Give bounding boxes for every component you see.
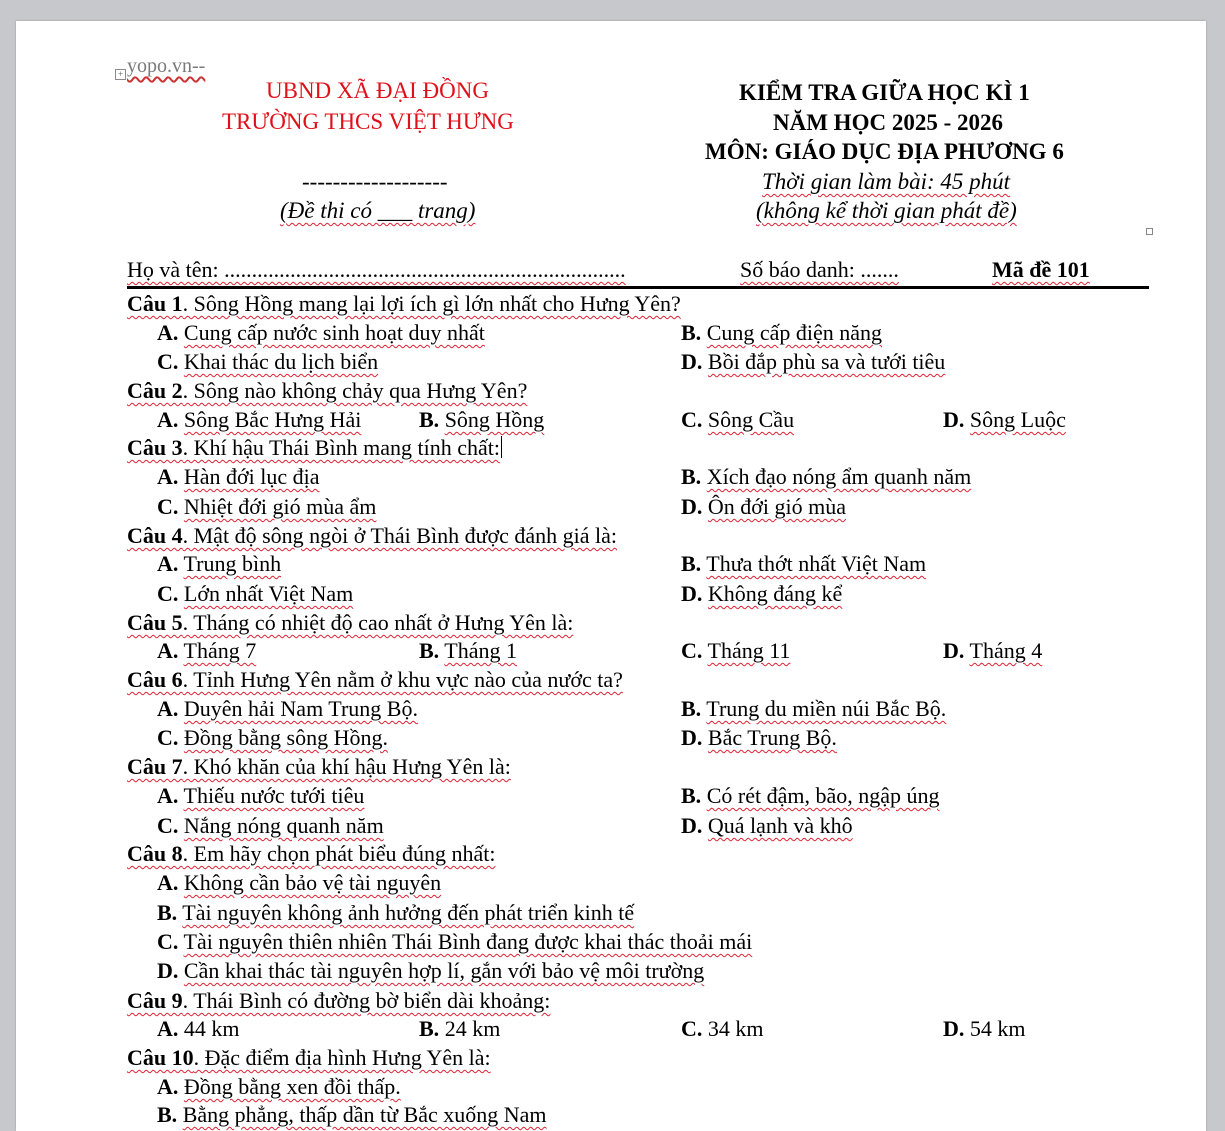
- header-divider: [127, 286, 1149, 289]
- option-8c[interactable]: C. Tài nguyên thiên nhiên Thái Bình đang được khai thác thoải mái: [157, 929, 753, 954]
- option-1b[interactable]: B. Cung cấp điện năng: [681, 320, 883, 345]
- option-3c[interactable]: C. Nhiệt đới gió mùa ẩm: [157, 494, 377, 519]
- option-7c[interactable]: C. Nắng nóng quanh năm: [157, 813, 384, 838]
- student-id-label: Số báo danh: .......: [740, 257, 899, 282]
- option-7d[interactable]: D. Quá lạnh và khô: [681, 813, 853, 838]
- student-id-field: [740, 257, 899, 283]
- option-8a[interactable]: A. Không cần bảo vệ tài nguyên: [157, 870, 442, 895]
- option-4d[interactable]: D. Không đáng kể: [681, 581, 843, 606]
- time-note-text: (không kể thời gian phát đề): [756, 198, 1017, 223]
- option-7b[interactable]: B. Có rét đậm, bão, ngập úng: [681, 783, 940, 808]
- option-9b[interactable]: B. 24 km: [419, 1016, 501, 1041]
- question-3: Câu 3. Khí hậu Thái Bình mang tính chất:: [127, 435, 500, 460]
- option-5a[interactable]: A. Tháng 7: [157, 638, 257, 663]
- district-name: UBND XÃ ĐẠI ĐỒNG: [266, 78, 489, 103]
- question-5: Câu 5. Tháng có nhiệt độ cao nhất ở Hưng Yên là:: [127, 610, 574, 635]
- time-limit: [762, 169, 1010, 195]
- option-3a[interactable]: A. Hàn đới lục địa: [157, 464, 320, 489]
- time-note: [756, 198, 1017, 224]
- page-count-text: (Đề thi có ___ trang): [280, 198, 476, 223]
- option-2d[interactable]: D. Sông Luộc: [943, 407, 1066, 432]
- page-count-note: [280, 198, 475, 224]
- option-6c[interactable]: C. Đồng bằng sông Hồng.: [157, 725, 388, 750]
- question-10: Câu 10. Đặc điểm địa hình Hưng Yên là:: [127, 1045, 491, 1070]
- text-boundary-marker: [1146, 228, 1153, 235]
- option-4c[interactable]: C. Lớn nhất Việt Nam: [157, 581, 354, 606]
- option-10a[interactable]: A. Đồng bằng xen đồi thấp.: [157, 1074, 401, 1099]
- option-9d[interactable]: D. 54 km: [943, 1016, 1026, 1041]
- option-2c[interactable]: C. Sông Cầu: [681, 407, 795, 432]
- option-7a[interactable]: A. Thiếu nước tưới tiêu: [157, 783, 365, 808]
- table-move-handle-icon[interactable]: +: [115, 69, 126, 80]
- option-5b[interactable]: B. Tháng 1: [419, 638, 517, 663]
- option-9c[interactable]: C. 34 km: [681, 1016, 764, 1041]
- question-4: Câu 4. Mật độ sông ngòi ở Thái Bình được đánh giá là:: [127, 523, 618, 548]
- option-3b[interactable]: B. Xích đạo nóng ẩm quanh năm: [681, 464, 972, 489]
- option-2a[interactable]: A. Sông Bắc Hưng Hải: [157, 407, 362, 432]
- option-8d[interactable]: D. Cần khai thác tài nguyên hợp lí, gắn với bảo vệ môi trường: [157, 958, 705, 983]
- text-cursor: [501, 436, 502, 458]
- option-1a[interactable]: A. Cung cấp nước sinh hoạt duy nhất: [157, 320, 485, 345]
- option-9a[interactable]: A. 44 km: [157, 1016, 240, 1041]
- option-5c[interactable]: C. Tháng 11: [681, 638, 791, 663]
- student-name-field: [127, 257, 626, 283]
- question-8: Câu 8. Em hãy chọn phát biểu đúng nhất:: [127, 841, 496, 866]
- option-3d[interactable]: D. Ôn đới gió mùa: [681, 494, 847, 519]
- exam-code: [992, 257, 1090, 283]
- school-year: NĂM HỌC 2025 - 2026: [773, 110, 1003, 135]
- question-1: Câu 1. Sông Hồng mang lại lợi ích gì lớn nhất cho Hưng Yên?: [127, 291, 681, 316]
- option-4a[interactable]: A. Trung bình: [157, 551, 282, 576]
- option-1d[interactable]: D. Bồi đắp phù sa và tưới tiêu: [681, 349, 946, 374]
- option-4b[interactable]: B. Thưa thớt nhất Việt Nam: [681, 551, 927, 576]
- exam-title: KIỂM TRA GIỮA HỌC KÌ 1: [739, 80, 1030, 105]
- option-6d[interactable]: D. Bắc Trung Bộ.: [681, 725, 837, 750]
- header-dashes: -------------------: [302, 169, 448, 194]
- option-6a[interactable]: A. Duyên hải Nam Trung Bộ.: [157, 696, 418, 721]
- option-1c[interactable]: C. Khai thác du lịch biển: [157, 349, 379, 374]
- question-2: Câu 2. Sông nào không chảy qua Hưng Yên?: [127, 378, 528, 403]
- question-9: Câu 9. Thái Bình có đường bờ biển dài khoảng:: [127, 988, 551, 1013]
- question-6: Câu 6. Tỉnh Hưng Yên nằm ở khu vực nào của nước ta?: [127, 667, 623, 692]
- source-watermark: yopo.vn--: [127, 55, 206, 77]
- option-2b[interactable]: B. Sông Hồng: [419, 407, 545, 432]
- option-5d[interactable]: D. Tháng 4: [943, 638, 1043, 663]
- question-7: Câu 7. Khó khăn của khí hậu Hưng Yên là:: [127, 754, 511, 779]
- school-name: TRƯỜNG THCS VIỆT HƯNG: [222, 109, 514, 134]
- exam-code-label: Mã đề 101: [992, 257, 1090, 282]
- option-8b[interactable]: B. Tài nguyên không ảnh hưởng đến phát triển kinh tế: [157, 900, 635, 925]
- document-page[interactable]: [16, 21, 1206, 1131]
- student-name-label: Họ và tên: .........................................................................: [127, 257, 626, 282]
- subject: MÔN: GIÁO DỤC ĐỊA PHƯƠNG 6: [705, 139, 1064, 164]
- option-6b[interactable]: B. Trung du miền núi Bắc Bộ.: [681, 696, 947, 721]
- time-limit-text: Thời gian làm bài: 45 phút: [762, 169, 1011, 194]
- option-10b[interactable]: B. Bằng phẳng, thấp dần từ Bắc xuống Nam: [157, 1102, 547, 1127]
